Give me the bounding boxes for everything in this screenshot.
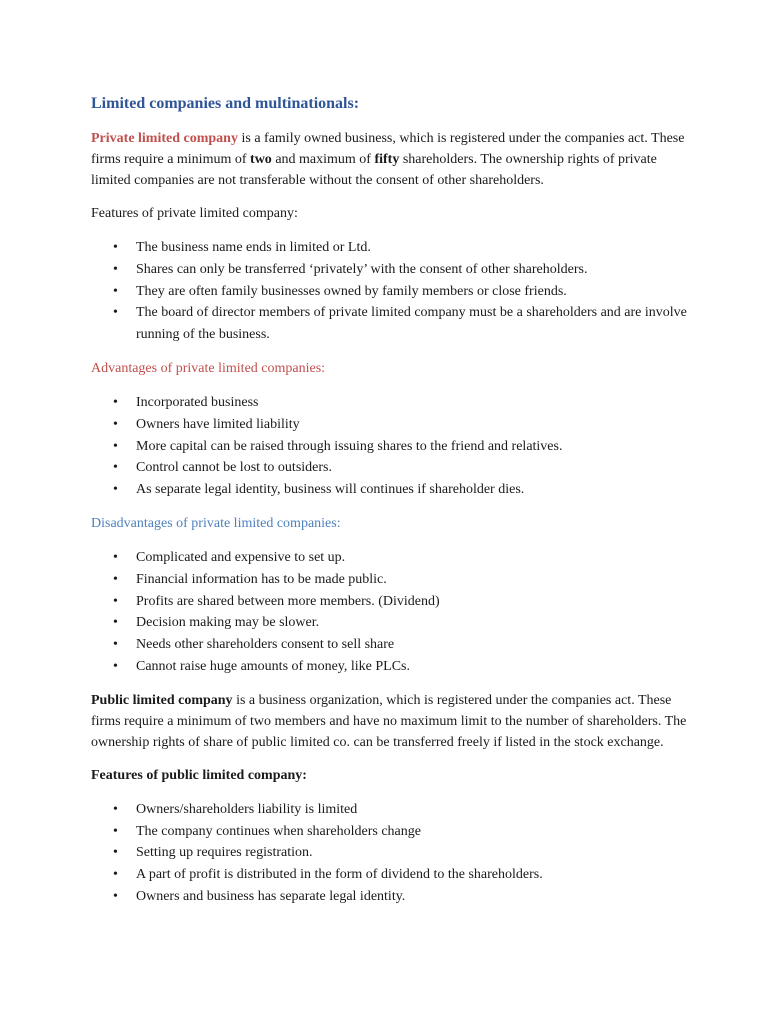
private-intro-text-b: and maximum of xyxy=(271,152,375,167)
private-term: Private limited company xyxy=(91,131,238,146)
list-item: • Incorporated business xyxy=(91,392,691,414)
list-item: • Needs other shareholders consent to sell share xyxy=(91,634,691,656)
private-min: two xyxy=(250,152,272,167)
list-item: • The board of director members of private limited company must be a shareholders and are involve running of the business. xyxy=(91,302,691,346)
list-item: • Owners/shareholders liability is limited xyxy=(91,799,691,821)
private-features-label: Features of private limited company: xyxy=(91,206,298,221)
disadvantages-list xyxy=(91,547,691,678)
list-item: • They are often family businesses owned by family members or close friends. xyxy=(91,281,691,303)
public-intro-text: is a business organization, which is registered under the companies act. These firms require a minimum of two members and have no maximum limit to the number of shareholders. The ownership rights of share of public limited co. can be transferred freely if listed in the stock exchange. xyxy=(91,692,687,750)
list-item: • The company continues when shareholders change xyxy=(91,821,691,843)
public-term: Public limited company xyxy=(91,692,233,708)
private-features-list xyxy=(91,237,691,346)
list-item: • Financial information has to be made public. xyxy=(91,569,691,591)
public-features-heading: Features of public limited company: xyxy=(91,767,307,783)
list-item: • Cannot raise huge amounts of money, like PLCs. xyxy=(91,656,691,678)
list-item: • Decision making may be slower. xyxy=(91,612,691,634)
private-intro-text-c: shareholders. The ownership rights of private limited companies are not transferable without the consent of other shareholders. xyxy=(91,152,657,188)
list-item: • More capital can be raised through issuing shares to the friend and relatives. xyxy=(91,436,691,458)
advantages-heading: Advantages of private limited companies: xyxy=(91,360,326,376)
list-item: • As separate legal identity, business will continues if shareholder dies. xyxy=(91,479,691,501)
document-page xyxy=(91,93,691,920)
list-item: • Profits are shared between more members. (Dividend) xyxy=(91,591,691,613)
public-intro-paragraph xyxy=(91,690,691,753)
private-intro-text-a: is a family owned business, which is registered under the companies act. These firms require a minimum of xyxy=(91,131,685,167)
private-max: fifty xyxy=(374,152,400,167)
list-item: • Shares can only be transferred ‘privately’ with the consent of other shareholders. xyxy=(91,259,691,281)
disadvantages-heading: Disadvantages of private limited companies: xyxy=(91,515,341,531)
list-item: • Complicated and expensive to set up. xyxy=(91,547,691,569)
list-item: • A part of profit is distributed in the form of dividend to the shareholders. xyxy=(91,864,691,886)
list-item: • Control cannot be lost to outsiders. xyxy=(91,457,691,479)
public-features-list xyxy=(91,799,691,908)
advantages-list xyxy=(91,392,691,501)
list-item: • Owners and business has separate legal identity. xyxy=(91,886,691,908)
list-item: • Owners have limited liability xyxy=(91,414,691,436)
list-item: • Setting up requires registration. xyxy=(91,842,691,864)
private-intro-paragraph xyxy=(91,128,691,191)
list-item: • The business name ends in limited or Ltd. xyxy=(91,237,691,259)
document-title: Limited companies and multinationals: xyxy=(91,95,360,112)
